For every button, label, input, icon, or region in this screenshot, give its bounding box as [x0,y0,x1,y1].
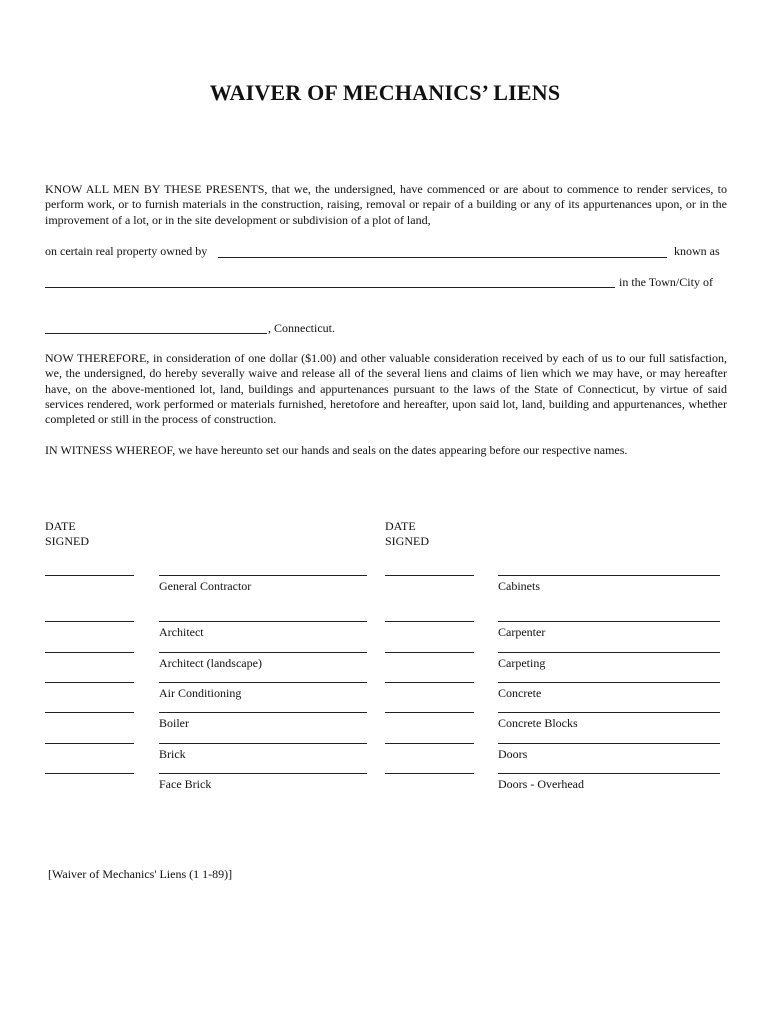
document-title: WAIVER OF MECHANICS’ LIENS [209,80,561,105]
left-signature-line[interactable] [159,575,367,576]
right-signed-header: SIGNED [385,534,429,548]
left-signature-line[interactable] [159,682,367,683]
owner-name-blank[interactable] [218,257,667,258]
right-date-line[interactable] [385,682,474,683]
town-name-blank[interactable] [45,333,267,334]
right-date-line[interactable] [385,652,474,653]
left-trade-label: Architect (landscape) [159,656,262,670]
left-date-line[interactable] [45,575,134,576]
right-trade-label: Doors [498,747,528,761]
right-date-header: DATE [385,519,416,533]
left-date-line[interactable] [45,743,134,744]
right-trade-label: Carpeting [498,656,546,670]
right-trade-label: Carpenter [498,625,546,639]
witness-paragraph: IN WITNESS WHEREOF, we have hereunto set our hands and seals on the dates appearing before our respective names. [45,443,628,457]
form-footer: [Waiver of Mechanics' Liens (1 1-89)] [48,867,233,881]
owned-by-label: on certain real property owned by [45,244,208,258]
left-signed-header: SIGNED [45,534,89,548]
left-signature-line[interactable] [159,652,367,653]
right-signature-line[interactable] [498,621,720,622]
right-signature-line[interactable] [498,575,720,576]
left-date-line[interactable] [45,712,134,713]
right-date-line[interactable] [385,773,474,774]
left-date-line[interactable] [45,652,134,653]
property-address-blank[interactable] [45,287,615,288]
right-trade-label: Doors - Overhead [498,777,584,791]
left-date-line[interactable] [45,682,134,683]
right-signature-line[interactable] [498,712,720,713]
left-date-line[interactable] [45,621,134,622]
town-city-label: in the Town/City of [619,275,713,289]
left-trade-label: Architect [159,625,204,639]
right-trade-label: Concrete Blocks [498,716,578,730]
left-trade-label: General Contractor [159,579,252,593]
intro-paragraph: KNOW ALL MEN BY THESE PRESENTS, that we, the undersigned, have commenced or are about to commence to render services, to perform work, or to furnish materials in the construction, raising, removal or repair of a building or any of its appurtenances upon, or in the improvement of a lot, or in the site development or subdivision of a plot of land, [45,182,727,227]
left-trade-label: Face Brick [159,777,212,791]
right-trade-label: Concrete [498,686,542,700]
right-signature-line[interactable] [498,652,720,653]
left-signature-line[interactable] [159,621,367,622]
right-trade-label: Cabinets [498,579,540,593]
connecticut-label: , Connecticut. [268,321,335,335]
left-trade-label: Boiler [159,716,189,730]
left-date-header: DATE [45,519,76,533]
right-date-line[interactable] [385,621,474,622]
right-signature-line[interactable] [498,682,720,683]
left-trade-label: Air Conditioning [159,686,242,700]
left-signature-line[interactable] [159,712,367,713]
left-date-line[interactable] [45,773,134,774]
right-signature-line[interactable] [498,743,720,744]
known-as-label: known as [674,244,720,258]
right-date-line[interactable] [385,743,474,744]
now-therefore-paragraph: NOW THEREFORE, in consideration of one dollar ($1.00) and other valuable consideration received by each of us to our full satisfaction, we, the undersigned, do hereby severally waive and release all of the several liens and claims of lien which we may have, or may hereafter have, on the above-mentioned lot, land, buildings and appurtenances pursuant to the laws of the State of Connecticut, by virtue of said services rendered, work performed or materials furnished, heretofore and hereafter, upon said lot, land, building and appurtenances, whether completed or still in the process of construction. [45,351,727,427]
left-signature-line[interactable] [159,773,367,774]
left-signature-line[interactable] [159,743,367,744]
right-date-line[interactable] [385,712,474,713]
right-date-line[interactable] [385,575,474,576]
right-signature-line[interactable] [498,773,720,774]
left-trade-label: Brick [159,747,186,761]
